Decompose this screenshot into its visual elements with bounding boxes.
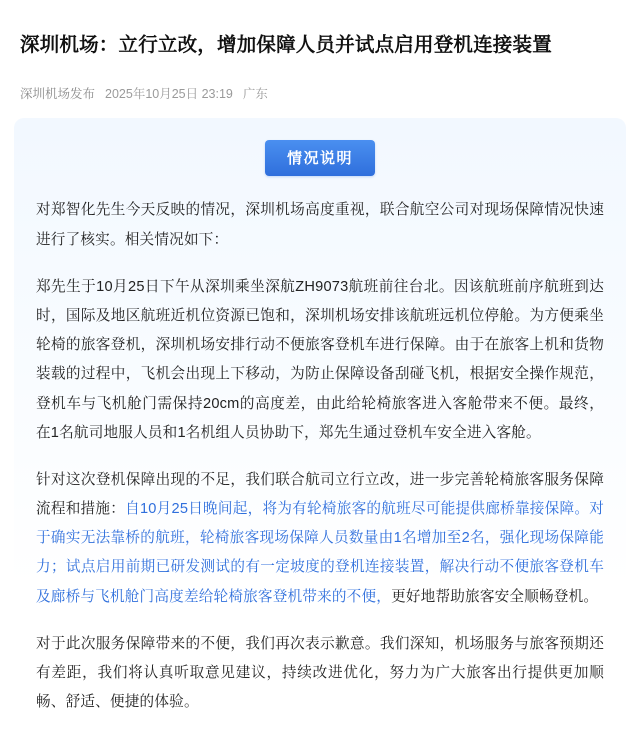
paragraph-text: 对郑智化先生今天反映的情况，深圳机场高度重视，联合航空公司对现场保障情况快速进行了核实。相关情况如下： bbox=[36, 202, 604, 248]
article-page bbox=[0, 13, 640, 743]
statement-paragraph bbox=[36, 466, 604, 612]
paragraph-text: 对于此次服务保障带来的不便，我们再次表示歉意。我们深知，机场服务与旅客预期还有差距，我们将认真听取意见建议，持续改进优化，努力为广大旅客出行提供更加顺畅、舒适、便捷的体验。 bbox=[36, 635, 604, 711]
statement-badge-wrap bbox=[36, 140, 604, 176]
highlighted-text: 自10月25日晚间起，将为有轮椅旅客的航班尽可能提供廊桥靠接保障。对于确实无法靠桥的航班，轮椅旅客现场保障人员数量由1名增加至2名，强化现场保障能力；试点启用前期已研发测试的有一定坡度的登机连接装置，解决行动不便旅客登机车及廊桥与飞机舱门高度差给轮椅旅客登机带来的不便， bbox=[36, 501, 604, 605]
article-source: 深圳机场发布 bbox=[20, 87, 96, 102]
statement-card bbox=[14, 118, 626, 743]
paragraph-text: 针对这次登机保障出现的不足，我们联合航司立行立改，进一步完善轮椅旅客服务保障流程和措施： bbox=[36, 471, 604, 518]
statement-paragraph bbox=[36, 273, 604, 448]
article-timestamp: 2025年10月25日 23:19 bbox=[105, 87, 233, 102]
paragraph-text: 郑先生于10月25日下午从深圳乘坐深航ZH9073航班前往台北。因该航班前序航班到达时，国际及地区航班近机位资源已饱和，深圳机场安排该航班远机位停舱。为方便乘坐轮椅的旅客登机，深圳机场安排行动不便旅客登机车进行保障。由于在旅客上机和货物装载的过程中，飞机会出现上下移动，为防止保障设备刮碰飞机，根据安全操作规范，登机车与飞机舱门需保持20cm的高度差，由此给轮椅旅客进入客舱带来不便。最终，在1名航司地服人员和1名机组人员协助下，郑先生通过登机车安全进入客舱。 bbox=[36, 278, 604, 441]
status-badge: 情况说明 bbox=[265, 140, 375, 176]
article-region: 广东 bbox=[242, 87, 268, 102]
article-meta bbox=[0, 72, 640, 118]
page-title: 深圳机场：立行立改，增加保障人员并试点启用登机连接装置 bbox=[20, 34, 552, 57]
statement-body bbox=[36, 196, 604, 717]
paragraph-text: 更好地帮助旅客安全顺畅登机。 bbox=[391, 588, 599, 605]
statement-paragraph bbox=[36, 196, 604, 254]
statement-paragraph bbox=[36, 630, 604, 718]
